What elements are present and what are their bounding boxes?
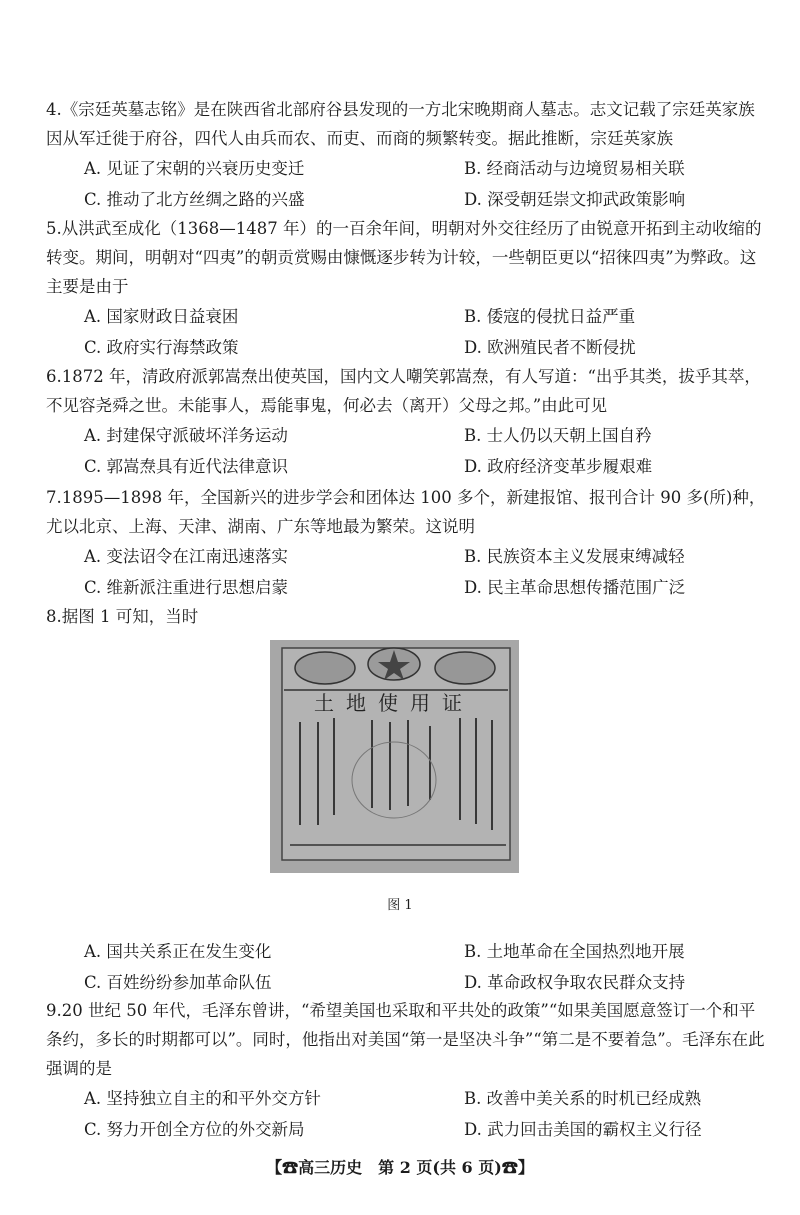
option-d[interactable]: D. 政府经济变革步履艰难 <box>464 457 653 476</box>
option-c[interactable]: C. 百姓纷纷参加革命队伍 <box>84 973 272 992</box>
question-number: 5. <box>46 219 62 238</box>
option-c[interactable]: C. 推动了北方丝绸之路的兴盛 <box>84 190 305 209</box>
question-number: 4. <box>46 100 62 119</box>
option-a[interactable]: A. 见证了宋朝的兴衰历史变迁 <box>84 159 305 178</box>
question-stem: 1872 年，清政府派郭嵩焘出使英国，国内文人嘲笑郭嵩焘，有人写道：“出乎其类，拔乎其萃，不见容尧舜之世。未能事人，焉能事鬼，何必去（离开）父母之邦。”由此可见 <box>46 367 761 415</box>
option-a[interactable]: A. 坚持独立自主的和平外交方针 <box>84 1089 321 1108</box>
option-row <box>46 420 766 451</box>
option-row <box>46 541 766 572</box>
question-stem: 20 世纪 50 年代，毛泽东曾讲，“希望美国也采取和平共处的政策”“如果美国愿意签订一个和平条约，多长的时期都可以”。同时，他指出对美国“第一是坚决斗争”“第二是不要着急”。毛泽东在此强调的是 <box>46 1001 765 1078</box>
page-footer: 【☎高三历史 第 2 页(共 6 页)☎】 <box>266 1158 534 1177</box>
option-d[interactable]: D. 欧洲殖民者不断侵扰 <box>464 338 636 357</box>
option-row <box>46 1114 766 1145</box>
question-number: 8. <box>46 607 62 626</box>
question-9 <box>46 996 766 1145</box>
option-b[interactable]: B. 士人仍以天朝上国自矜 <box>464 426 652 445</box>
option-b[interactable]: B. 土地革命在全国热烈地开展 <box>464 942 685 961</box>
figure-caption: 图 1 <box>387 898 413 913</box>
option-a[interactable]: A. 变法诏令在江南迅速落实 <box>84 547 288 566</box>
option-b[interactable]: B. 改善中美关系的时机已经成熟 <box>464 1089 702 1108</box>
question-stem: 1895—1898 年，全国新兴的进步学会和团体达 100 多个，新建报馆、报刊合计 90 多(所)种，尤以北京、上海、天津、湖南、广东等地最为繁荣。这说明 <box>46 488 766 536</box>
option-a[interactable]: A. 国共关系正在发生变化 <box>84 942 272 961</box>
banner-emblems <box>295 648 495 684</box>
option-row <box>46 1083 766 1114</box>
option-c[interactable]: C. 郭嵩焘具有近代法律意识 <box>84 457 289 476</box>
question-6 <box>46 362 766 482</box>
option-d[interactable]: D. 革命政权争取农民群众支持 <box>464 973 686 992</box>
option-b[interactable]: B. 民族资本主义发展束缚减轻 <box>464 547 685 566</box>
option-row <box>46 967 766 998</box>
option-row <box>46 936 766 967</box>
option-b[interactable]: B. 倭寇的侵扰日益严重 <box>464 307 636 326</box>
option-row <box>46 572 766 603</box>
option-b[interactable]: B. 经商活动与边境贸易相关联 <box>464 159 685 178</box>
option-a[interactable]: A. 国家财政日益衰困 <box>84 307 239 326</box>
option-row <box>46 184 766 215</box>
question-stem: 《宗廷英墓志铭》是在陕西省北部府谷县发现的一方北宋晚期商人墓志。志文记载了宗廷英家族因从军迁徙于府谷，四代人由兵而农、而吏、而商的频繁转变。据此推断，宗廷英家族 <box>46 100 755 148</box>
option-row <box>46 153 766 184</box>
question-stem: 从洪武至成化（1368—1487 年）的一百余年间，明朝对外交往经历了由锐意开拓到主动收缩的转变。期间，明朝对“四夷”的朝贡赏赐由慷慨逐步转为计较，一些朝臣更以“招徕四夷”为弊政。这主要是由于 <box>46 219 762 296</box>
question-stem: 据图 1 可知，当时 <box>61 607 199 626</box>
option-c[interactable]: C. 政府实行海禁政策 <box>84 338 239 357</box>
question-number: 6. <box>46 367 62 386</box>
question-number: 7. <box>46 488 62 507</box>
option-d[interactable]: D. 深受朝廷崇文抑武政策影响 <box>464 190 686 209</box>
option-c[interactable]: C. 努力开创全方位的外交新局 <box>84 1120 305 1139</box>
question-7 <box>46 483 766 603</box>
land-certificate-image <box>270 640 519 873</box>
option-row <box>46 301 766 332</box>
certificate-title: 土地使用证 <box>314 691 474 715</box>
question-8 <box>46 602 766 631</box>
option-row <box>46 451 766 482</box>
question-4 <box>46 95 766 215</box>
question-number: 9. <box>46 1001 62 1020</box>
option-c[interactable]: C. 维新派注重进行思想启蒙 <box>84 578 289 597</box>
option-row <box>46 332 766 363</box>
question-8-options <box>46 936 766 998</box>
option-d[interactable]: D. 民主革命思想传播范围广泛 <box>464 578 686 597</box>
question-5 <box>46 214 766 363</box>
option-d[interactable]: D. 武力回击美国的霸权主义行径 <box>464 1120 702 1139</box>
option-a[interactable]: A. 封建保守派破坏洋务运动 <box>84 426 288 445</box>
figure-1-land-certificate <box>270 640 519 873</box>
